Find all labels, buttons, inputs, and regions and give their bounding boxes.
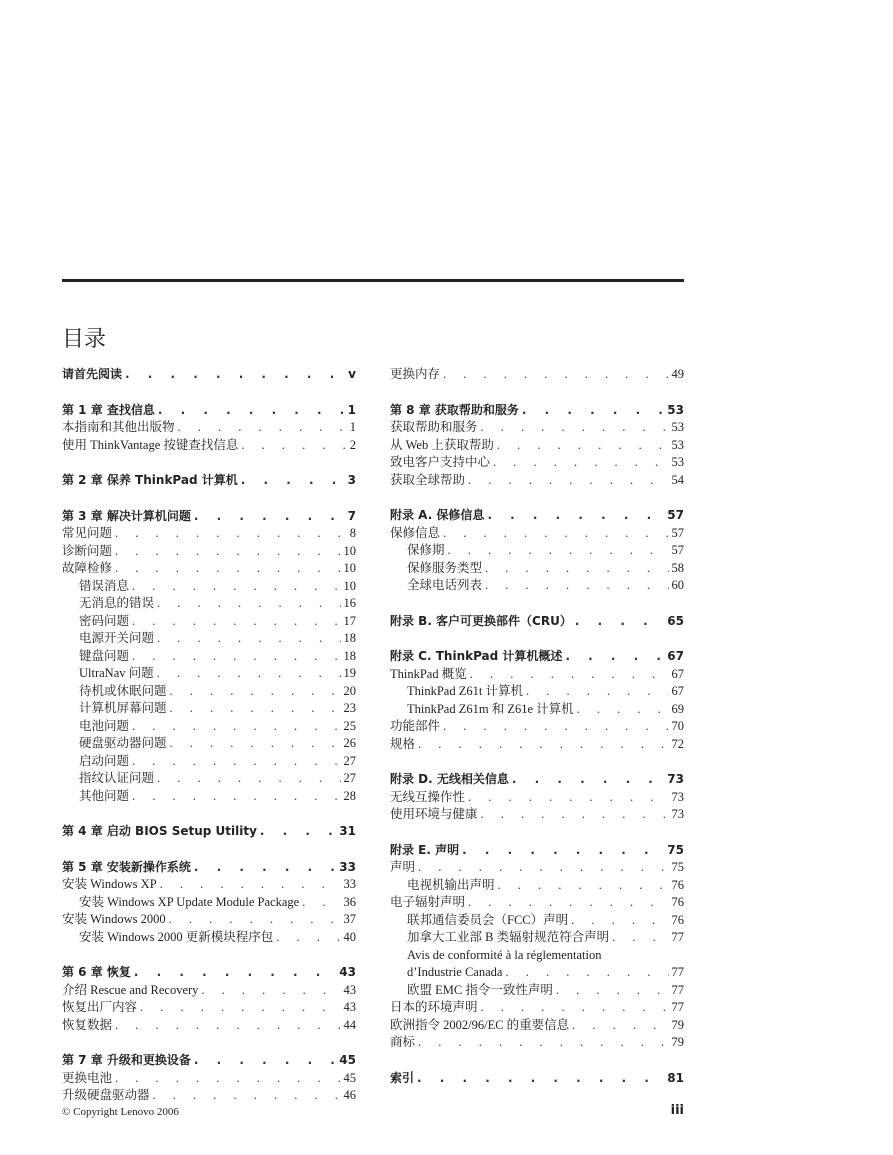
toc-page-number: 79 — [671, 1017, 684, 1032]
section-gap — [62, 805, 356, 823]
toc-section-entry[interactable] — [62, 911, 356, 929]
toc-entry-text: 密码问题 — [79, 613, 130, 628]
toc-entry-text: 第 3 章 解决计算机问题 — [62, 508, 191, 523]
toc-page-number: 67 — [671, 666, 684, 681]
toc-page-number: 57 — [671, 525, 684, 540]
toc-page-number: 77 — [671, 982, 684, 997]
dot-leader — [512, 771, 664, 789]
toc-page-number: 70 — [671, 719, 684, 733]
toc-page-number: v — [348, 367, 356, 381]
toc-chapter-entry[interactable] — [390, 842, 684, 860]
toc-section-entry[interactable] — [390, 454, 684, 472]
dot-leader — [178, 419, 347, 437]
toc-entry-text: 启动问题 — [79, 753, 130, 768]
toc-section-entry[interactable] — [390, 894, 684, 912]
toc-section-entry[interactable] — [390, 736, 684, 754]
toc-section-entry[interactable] — [390, 419, 684, 437]
toc-section-entry[interactable] — [390, 472, 684, 490]
toc-chapter-entry[interactable] — [62, 508, 356, 526]
toc-subsection-entry[interactable] — [390, 912, 684, 930]
toc-entry-text: 从 Web 上获取帮助 — [390, 437, 494, 452]
toc-entry-text: 第 6 章 恢复 — [62, 965, 131, 979]
toc-chapter-entry[interactable] — [62, 859, 356, 877]
toc-page-number: 73 — [671, 807, 684, 821]
dot-leader — [498, 877, 669, 895]
toc-section-entry[interactable] — [390, 1017, 684, 1035]
dot-leader — [132, 578, 340, 596]
toc-page-number: 18 — [343, 648, 356, 663]
toc-page-number: 53 — [667, 402, 684, 417]
toc-entry-text: 第 4 章 启动 BIOS Setup Utility — [62, 824, 257, 838]
dot-leader — [201, 982, 340, 1000]
section-gap — [62, 946, 356, 964]
toc-chapter-entry[interactable] — [390, 771, 684, 789]
toc-page-number: 7 — [347, 508, 356, 523]
toc-page-number: 57 — [671, 543, 684, 557]
toc-entry-text: 本指南和其他出版物 — [62, 420, 175, 434]
toc-entry-text: 加拿大工业部 B 类辐射规范符合声明 — [407, 930, 610, 944]
toc-entry-text: 待机或休眠问题 — [79, 683, 167, 698]
toc-page-number: 28 — [343, 788, 356, 803]
dot-leader — [571, 912, 668, 930]
toc-chapter-entry[interactable] — [62, 964, 356, 982]
dot-leader — [115, 1070, 340, 1088]
toc-entry-text: 第 5 章 安装新操作系统 — [62, 859, 191, 874]
toc-subsection-entry[interactable] — [62, 788, 356, 806]
toc-chapter-entry[interactable] — [390, 1070, 684, 1088]
toc-section-entry[interactable] — [62, 982, 356, 1000]
toc-page-number: 53 — [671, 455, 684, 469]
toc-page-number: 53 — [671, 437, 684, 452]
toc-page-number: 27 — [343, 753, 356, 768]
toc-entry-text: 保修信息 — [390, 525, 441, 540]
toc-page-number: 44 — [343, 1017, 356, 1032]
toc-page-number: 19 — [343, 666, 356, 680]
toc-page-number: 45 — [339, 1053, 356, 1067]
dot-leader — [153, 1087, 341, 1105]
dot-leader — [157, 665, 341, 683]
toc-section-entry[interactable] — [62, 560, 356, 578]
toc-chapter-entry[interactable] — [62, 1052, 356, 1070]
toc-entry-text: 其他问题 — [79, 788, 130, 803]
toc-page-number: 73 — [667, 772, 684, 786]
toc-page-number: 76 — [671, 895, 684, 909]
dot-leader — [157, 595, 340, 613]
toc-entry-text: 升级硬盘驱动器 — [62, 1088, 150, 1102]
dot-leader — [481, 419, 669, 437]
toc-subsection-entry[interactable] — [390, 877, 684, 895]
dot-leader — [241, 472, 345, 490]
toc-chapter-entry[interactable] — [62, 823, 356, 841]
toc-section-entry[interactable] — [62, 525, 356, 543]
page-title: 目录 — [62, 327, 107, 352]
toc-entry-text: 规格 — [390, 736, 416, 751]
toc-entry-text: 错误消息 — [79, 578, 130, 593]
toc-page-number: 10 — [343, 561, 356, 575]
section-gap — [62, 384, 356, 402]
toc-entry-text: 获取帮助和服务 — [390, 420, 478, 434]
section-gap — [62, 490, 356, 508]
toc-entry-text: 保修期 — [407, 543, 445, 557]
dot-leader — [526, 683, 669, 701]
toc-page-number: 40 — [343, 929, 356, 944]
section-gap — [390, 1052, 684, 1070]
toc-section-entry[interactable] — [62, 437, 356, 455]
toc-entry-text: 电池问题 — [79, 718, 130, 733]
dot-leader — [115, 543, 340, 561]
dot-leader — [194, 859, 336, 877]
toc-entry-text: 硬盘驱动器问题 — [79, 736, 167, 750]
toc-entry-text: 电子辐射声明 — [390, 895, 466, 909]
toc-entry-text: 常见问题 — [62, 526, 113, 540]
toc-entry-text: 键盘问题 — [79, 648, 130, 663]
toc-page-number: 43 — [343, 1000, 356, 1014]
toc-subsection-entry[interactable] — [62, 613, 356, 631]
section-gap — [62, 841, 356, 859]
toc-page-number: 43 — [339, 965, 356, 979]
toc-page-number: 57 — [667, 508, 684, 522]
dot-leader — [485, 577, 668, 595]
toc-entry-continued-line — [390, 947, 684, 965]
toc-entry-text: 附录 D. 无线相关信息 — [390, 772, 509, 786]
toc-page-number: 37 — [343, 912, 356, 926]
toc-entry-text: ThinkPad Z61t 计算机 — [407, 684, 523, 698]
toc-subsection-entry[interactable] — [62, 700, 356, 718]
dot-leader — [115, 1017, 340, 1035]
toc-page-number: 60 — [671, 578, 684, 592]
toc-page-number: 76 — [671, 912, 684, 927]
dot-leader — [132, 788, 340, 806]
toc-section-entry[interactable] — [390, 525, 684, 543]
toc-page-number: 49 — [671, 367, 684, 381]
toc-entry-text: 功能部件 — [390, 719, 441, 733]
toc-page-number: 26 — [343, 736, 356, 750]
toc-page-number: 20 — [343, 683, 356, 698]
toc-chapter-entry[interactable] — [390, 507, 684, 525]
toc-page-number: 77 — [671, 1000, 684, 1014]
toc-entry-text: 电源开关问题 — [79, 631, 155, 645]
toc-page-number: 33 — [339, 859, 356, 874]
toc-entry-text: 第 1 章 查找信息 — [62, 402, 155, 417]
toc-subsection-entry[interactable] — [390, 982, 684, 1000]
toc-page-number: 1 — [347, 402, 356, 417]
toc-page-number: 77 — [671, 965, 684, 979]
toc-chapter-entry[interactable] — [390, 402, 684, 420]
toc-subsection-entry[interactable] — [390, 560, 684, 578]
toc-page-number: 23 — [343, 701, 356, 715]
toc-entry-text: 索引 — [390, 1070, 415, 1085]
toc-section-entry[interactable] — [390, 999, 684, 1017]
toc-section-entry[interactable] — [62, 876, 356, 894]
toc-entry-text: 第 7 章 升级和更换设备 — [62, 1053, 191, 1067]
dot-leader — [572, 1017, 668, 1035]
dot-leader — [443, 718, 668, 736]
toc-subsection-entry[interactable] — [390, 683, 684, 701]
dot-leader — [157, 630, 340, 648]
toc-page-number: 10 — [343, 543, 356, 558]
toc-entry-text: 故障检修 — [62, 561, 113, 575]
toc-page-number: 36 — [343, 894, 356, 909]
dot-leader — [194, 508, 345, 526]
dot-leader — [170, 683, 341, 701]
toc-entry-text: 第 8 章 获取帮助和服务 — [390, 402, 519, 417]
dot-leader — [418, 1034, 668, 1052]
dot-leader — [522, 402, 664, 420]
dot-leader — [448, 542, 669, 560]
toc-section-entry[interactable] — [62, 1070, 356, 1088]
toc-section-entry[interactable] — [62, 1017, 356, 1035]
toc-entry-text: UltraNav 问题 — [79, 666, 154, 680]
toc-entry-text: 附录 E. 声明 — [390, 842, 460, 857]
toc-subsection-entry[interactable] — [390, 964, 684, 982]
toc-subsection-entry[interactable] — [62, 770, 356, 788]
toc-right-column — [390, 366, 684, 1087]
toc-entry-text: 商标 — [390, 1035, 416, 1049]
toc-entry-text: 第 2 章 保养 ThinkPad 计算机 — [62, 473, 238, 487]
toc-section-entry[interactable] — [62, 999, 356, 1017]
toc-page-number: 72 — [671, 736, 684, 751]
toc-page-number: 25 — [343, 718, 356, 733]
toc-section-entry[interactable] — [390, 666, 684, 684]
toc-section-entry[interactable] — [62, 543, 356, 561]
toc-page-number: 73 — [671, 789, 684, 804]
toc-page-number: 45 — [343, 1070, 356, 1085]
toc-page-number: 3 — [347, 473, 356, 487]
toc-entry-text: 更换电池 — [62, 1070, 113, 1085]
dot-leader — [612, 929, 668, 947]
section-gap — [390, 489, 684, 507]
toc-entry-text: 指纹认证问题 — [79, 771, 155, 785]
toc-entry-text: 保修服务类型 — [407, 560, 483, 575]
section-gap — [62, 454, 356, 472]
dot-leader — [493, 454, 668, 472]
toc-subsection-entry[interactable] — [62, 735, 356, 753]
toc-section-entry[interactable] — [390, 789, 684, 807]
toc-entry-text: 安装 Windows XP — [62, 877, 157, 891]
dot-leader — [443, 366, 668, 384]
toc-entry-text: 附录 A. 保修信息 — [390, 508, 485, 522]
toc-page-number: 79 — [671, 1035, 684, 1049]
dot-leader — [577, 701, 669, 719]
toc-entry-text: 恢复出厂内容 — [62, 1000, 138, 1014]
dot-leader — [468, 472, 668, 490]
toc-entry-text: 介绍 Rescue and Recovery — [62, 982, 199, 997]
dot-leader — [418, 736, 668, 754]
toc-entry-text: 请首先阅读 — [62, 367, 123, 381]
toc-entry-text: 获取全球帮助 — [390, 472, 466, 487]
toc-subsection-entry[interactable] — [62, 595, 356, 613]
toc-entry-text: 声明 — [390, 860, 416, 874]
dot-leader — [565, 648, 664, 666]
dot-leader — [468, 894, 668, 912]
toc-page-number: 10 — [343, 578, 356, 593]
section-gap — [390, 630, 684, 648]
toc-section-entry[interactable] — [62, 419, 356, 437]
dot-leader — [418, 859, 668, 877]
toc-entry-text: 恢复数据 — [62, 1017, 113, 1032]
dot-leader — [497, 437, 669, 455]
copyright-notice: © Copyright Lenovo 2006 — [62, 1106, 179, 1118]
toc-page-number: 75 — [667, 842, 684, 857]
toc-subsection-entry[interactable] — [62, 630, 356, 648]
header-rule — [62, 279, 684, 282]
toc-subsection-entry[interactable] — [390, 929, 684, 947]
toc-section-entry[interactable] — [390, 718, 684, 736]
toc-entry-text: 全球电话列表 — [407, 578, 483, 592]
toc-entry-text: 安装 Windows 2000 — [62, 912, 166, 926]
toc-chapter-entry[interactable] — [390, 613, 684, 631]
dot-leader — [157, 770, 340, 788]
toc-subsection-entry[interactable] — [62, 683, 356, 701]
toc-entry-text: 无线互操作性 — [390, 789, 466, 804]
toc-subsection-entry[interactable] — [62, 718, 356, 736]
toc-page-number: 81 — [667, 1070, 684, 1085]
page-number: iii — [670, 1103, 684, 1118]
toc-entry-text: 更换内存 — [390, 367, 441, 381]
toc-page-number: 17 — [343, 613, 356, 628]
toc-section-entry[interactable] — [390, 437, 684, 455]
toc-page-number: 67 — [667, 649, 684, 663]
toc-page-number: 18 — [343, 631, 356, 645]
toc-page-number: 77 — [671, 930, 684, 944]
dot-leader — [134, 964, 336, 982]
dot-leader — [160, 876, 341, 894]
dot-leader — [194, 1052, 336, 1070]
toc-entry-text: 致电客户支持中心 — [390, 455, 491, 469]
toc-entry-text: 使用 ThinkVantage 按键查找信息 — [62, 437, 239, 452]
toc-page-number: 43 — [343, 982, 356, 997]
dot-leader — [115, 525, 347, 543]
toc-page-number: 53 — [671, 420, 684, 434]
toc-subsection-entry[interactable] — [390, 701, 684, 719]
toc-subsection-entry[interactable] — [62, 648, 356, 666]
toc-subsection-entry[interactable] — [62, 929, 356, 947]
toc-left-column — [62, 366, 356, 1105]
toc-page-number: 65 — [667, 613, 684, 628]
toc-page-number: 67 — [671, 684, 684, 698]
dot-leader — [115, 560, 340, 578]
toc-section-entry[interactable] — [390, 859, 684, 877]
toc-entry-text: 欧洲指令 2002/96/EC 的重要信息 — [390, 1017, 570, 1032]
toc-entry-text: 附录 C. ThinkPad 计算机概述 — [390, 649, 563, 663]
dot-leader — [170, 700, 341, 718]
toc-page-number: 54 — [671, 472, 684, 487]
toc-entry-text: 使用环境与健康 — [390, 807, 478, 821]
toc-section-entry[interactable] — [62, 1087, 356, 1105]
toc-entry-text: 诊断问题 — [62, 543, 113, 558]
dot-leader — [140, 999, 340, 1017]
toc-section-entry[interactable] — [390, 1034, 684, 1052]
dot-leader — [485, 560, 668, 578]
toc-page-number: 76 — [671, 877, 684, 892]
dot-leader — [260, 823, 336, 841]
dot-leader — [302, 894, 340, 912]
toc-page-number: 33 — [343, 877, 356, 891]
section-gap — [390, 595, 684, 613]
toc-page-number: 1 — [349, 420, 356, 434]
toc-section-entry[interactable] — [390, 366, 684, 384]
toc-entry-text: 附录 B. 客户可更换部件（CRU） — [390, 613, 572, 628]
toc-entry-text: 安装 Windows 2000 更新模块程序包 — [79, 929, 274, 944]
dot-leader — [505, 964, 668, 982]
toc-entry-text: 欧盟 EMC 指令一致性声明 — [407, 982, 553, 997]
dot-leader — [170, 735, 341, 753]
dot-leader — [470, 666, 669, 684]
dot-leader — [132, 753, 340, 771]
toc-subsection-entry[interactable] — [62, 894, 356, 912]
toc-chapter-entry[interactable] — [62, 472, 356, 490]
toc-page-number: 58 — [671, 560, 684, 575]
toc-page-number: 8 — [349, 526, 356, 540]
toc-page-number: 69 — [671, 701, 684, 716]
toc-subsection-entry[interactable] — [62, 578, 356, 596]
dot-leader — [132, 648, 340, 666]
toc-subsection-entry[interactable] — [390, 542, 684, 560]
dot-leader — [132, 613, 340, 631]
dot-leader — [443, 525, 668, 543]
toc-subsection-entry[interactable] — [62, 753, 356, 771]
toc-entry-text: 联邦通信委员会（FCC）声明 — [407, 912, 569, 927]
dot-leader — [132, 718, 340, 736]
toc-page-number: 75 — [671, 860, 684, 874]
dot-leader — [575, 613, 664, 631]
toc-entry-text: ThinkPad Z61m 和 Z61e 计算机 — [407, 701, 574, 716]
toc-chapter-entry[interactable] — [62, 402, 356, 420]
toc-page-number: 27 — [343, 771, 356, 785]
toc-entry-text: d’Industrie Canada — [407, 965, 503, 979]
toc-page-number: 31 — [339, 824, 356, 838]
toc-chapter-entry[interactable] — [62, 366, 356, 384]
toc-entry-text: 电视机输出声明 — [407, 877, 495, 892]
section-gap — [390, 824, 684, 842]
dot-leader — [487, 507, 664, 525]
dot-leader — [481, 999, 669, 1017]
toc-page-number: 2 — [349, 437, 356, 452]
toc-section-entry[interactable] — [390, 806, 684, 824]
toc-entry-text: 无消息的错误 — [79, 596, 155, 610]
toc-subsection-entry[interactable] — [390, 577, 684, 595]
dot-leader — [169, 911, 341, 929]
dot-leader — [276, 929, 340, 947]
section-gap — [62, 1034, 356, 1052]
dot-leader — [462, 842, 664, 860]
dot-leader — [556, 982, 669, 1000]
dot-leader — [158, 402, 345, 420]
toc-page-number: 16 — [343, 596, 356, 610]
dot-leader — [417, 1070, 664, 1088]
dot-leader — [241, 437, 346, 455]
section-gap — [390, 753, 684, 771]
toc-entry-text: 计算机屏幕问题 — [79, 701, 167, 715]
toc-entry-text: 日本的环境声明 — [390, 1000, 478, 1014]
toc-chapter-entry[interactable] — [390, 648, 684, 666]
dot-leader — [481, 806, 669, 824]
toc-subsection-entry[interactable] — [62, 665, 356, 683]
toc-page-number: 46 — [343, 1088, 356, 1102]
toc-entry-text: 安装 Windows XP Update Module Package — [79, 894, 300, 909]
section-gap — [390, 384, 684, 402]
dot-leader — [468, 789, 668, 807]
toc-entry-text: ThinkPad 概览 — [390, 666, 467, 681]
dot-leader — [125, 366, 345, 384]
toc-entry-text: Avis de conformité à la réglementation — [407, 947, 602, 962]
